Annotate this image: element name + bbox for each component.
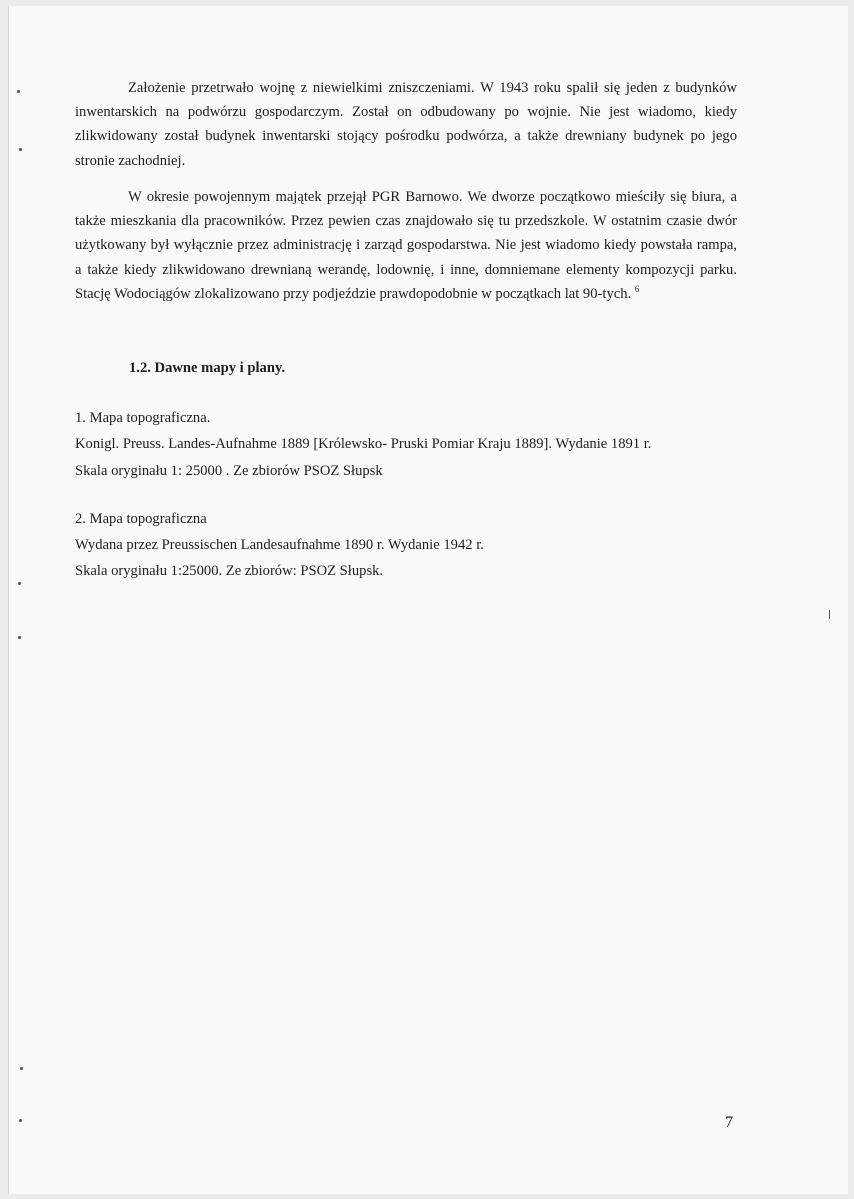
body-paragraph-1: Założenie przetrwało wojnę z niewielkimi zniszczeniami. W 1943 roku spalił się jeden z budynków inwentarskich na podwórzu gospodarczym. Został on odbudowany po wojnie. Nie jest wiadomo, kiedy zlikwidowany został budynek inwentarski stojący pośrodku podwórza, a także drewniany budynek po jego stronie zachodniej. — [75, 80, 737, 169]
scan-mark — [17, 90, 20, 93]
map-2-details: Wydana przez Preussischen Landesaufnahme 1890 r. Wydanie 1942 r. — [75, 537, 484, 553]
body-paragraph-2-text: W okresie powojennym majątek przejął PGR Barnowo. We dworze początkowo mieściły się biura, a także mieszkania dla pracowników. Przez pewien czas znajdowało się tu przedszkole. W ostatnim czasie dwór użytkowany był wyłącznie przez administrację i zarząd gospodarstwa. Nie jest wiadomo kiedy powstała rampa, a także kiedy zlikwidowano drewnianą werandę, lodownię, i inne, domniemane elementy kompozycji parku. Stację Wodociągów zlokalizowano przy podjeździe prawdopodobnie w początkach lat 90-tych. — [75, 189, 737, 302]
map-1-title: 1. Mapa topograficzna. — [75, 410, 211, 426]
scan-mark — [829, 610, 830, 619]
scan-mark — [18, 582, 21, 585]
map-2-source: Skala oryginału 1:25000. Ze zbiorów: PSOZ Słupsk. — [75, 563, 384, 579]
scan-mark — [18, 636, 21, 639]
document-page — [8, 6, 848, 1194]
scan-mark — [19, 1119, 22, 1122]
section-heading: 1.2. Dawne mapy i plany. — [129, 360, 286, 376]
scan-mark — [20, 1067, 23, 1070]
page-number: 7 — [725, 1114, 733, 1131]
body-paragraph-2 — [75, 185, 737, 306]
scan-mark — [19, 148, 22, 151]
map-1-source: Skala oryginału 1: 25000 . Ze zbiorów PSOZ Słupsk — [75, 463, 383, 479]
map-2-title: 2. Mapa topograficzna — [75, 511, 207, 527]
map-1-details: Konigl. Preuss. Landes-Aufnahme 1889 [Królewsko- Pruski Pomiar Kraju 1889]. Wydanie 1891 r. — [75, 436, 652, 452]
footnote-reference: 6 — [634, 283, 640, 294]
